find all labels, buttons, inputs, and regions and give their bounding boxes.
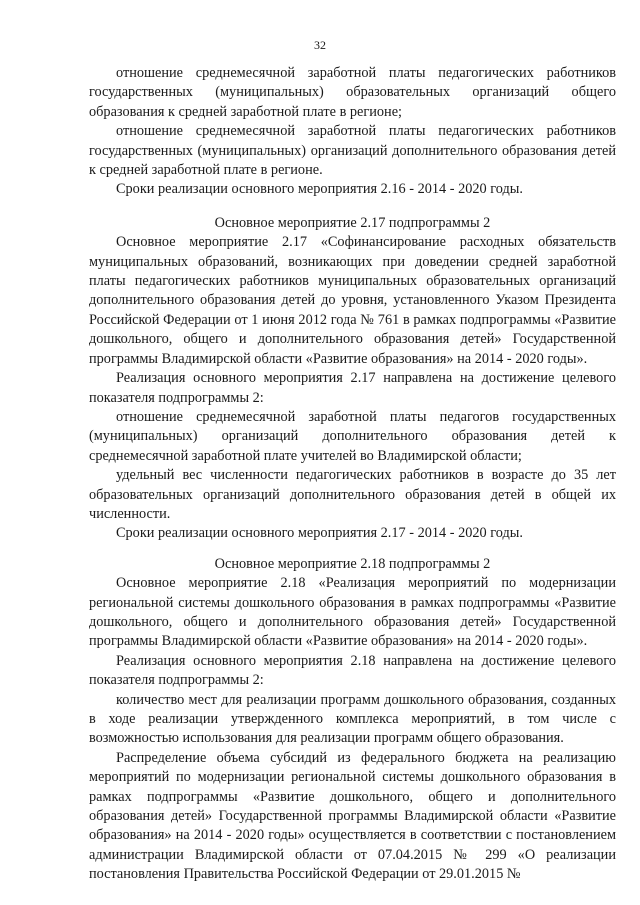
paragraph: Реализация основного мероприятия 2.17 направлена на достижение целевого показателя подпрограммы 2: (89, 370, 616, 406)
section-heading: Основное мероприятие 2.18 подпрограммы 2 (214, 555, 491, 572)
paragraph: отношение среднемесячной заработной платы педагогических работников государственных (муниципальных) образовательных организаций общего образования к средней заработной плате в регионе; (89, 65, 616, 120)
document-body (89, 64, 616, 885)
section-heading: Основное мероприятие 2.17 подпрограммы 2 (214, 214, 491, 231)
paragraph: удельный вес численности педагогических работников в возрасте до 35 лет образовательных организаций дополнительного образования детей в общей их численности. (89, 467, 616, 522)
paragraph: Основное мероприятие 2.17 «Софинансирование расходных обязательств муниципальных образований, возникающих при доведении средней заработной платы педагогических работников муниципальных образовательных организаций дополнительного образования детей до уровня, установленного Указом Президента Российской Федерации от 1 июня 2012 года № 761 в рамках подпрограммы «Развитие дошкольного, общего и дополнительного образования детей» Государственной программы Владимирской области «Развитие образования» на 2014 - 2020 годы». (89, 234, 616, 367)
paragraph: Основное мероприятие 2.18 «Реализация мероприятий по модернизации региональной системы дошкольного образования в рамках подпрограммы «Развитие дошкольного, общего и дополнительного образования детей» Государственной программы Владимирской области «Развитие образования» на 2014 - 2020 годы». (89, 575, 616, 650)
paragraph: Распределение объема субсидий из федерального бюджета на реализацию мероприятий по модернизации региональной системы дошкольного образования в рамках подпрограммы «Развитие дошкольного, общего и дополнительного образования детей» Государственной программы Владимирской области «Развитие образования» на 2014 - 2020 годы» осуществляется в соответствии с постановлением администрации Владимирской области от 07.04.2015 № 299 «О реализации постановления Правительства Российской Федерации от 29.01.2015 № (89, 749, 616, 883)
paragraph: отношение среднемесячной заработной платы педагогов государственных (муниципальных) организаций дополнительного образования детей к среднемесячной заработной плате учителей во Владимирской области; (89, 408, 616, 464)
paragraph: Сроки реализации основного мероприятия 2.16 - 2014 - 2020 годы. (116, 181, 523, 198)
page-number: 32 (314, 38, 326, 52)
paragraph: количество мест для реализации программ дошкольного образования, созданных в ходе реализации утвержденного комплекса мероприятий, в том числе с возможностью использования для реализации программ общего образования. (89, 691, 616, 747)
paragraph: отношение среднемесячной заработной платы педагогических работников государственных (муниципальных) организаций дополнительного образования детей к средней заработной плате в регионе. (89, 123, 616, 179)
paragraph: Сроки реализации основного мероприятия 2.17 - 2014 - 2020 годы. (116, 525, 523, 542)
paragraph: Реализация основного мероприятия 2.18 направлена на достижение целевого показателя подпрограммы 2: (89, 652, 616, 689)
